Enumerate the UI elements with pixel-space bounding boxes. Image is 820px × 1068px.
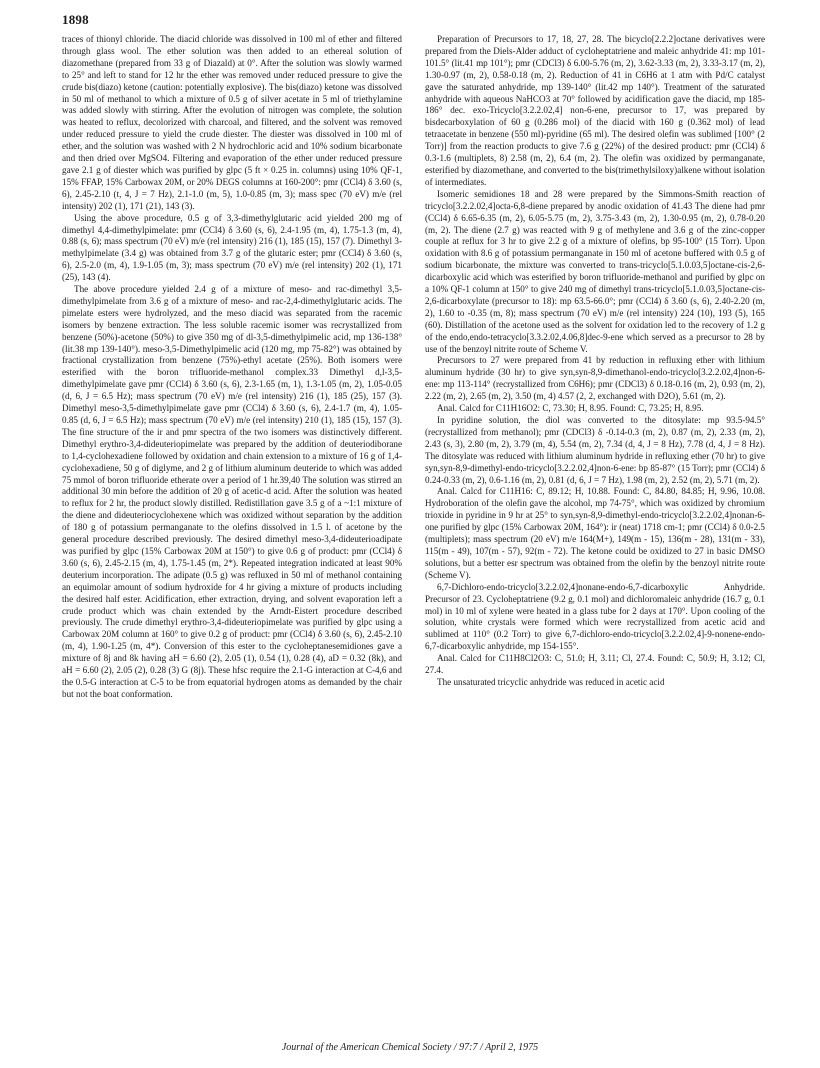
paragraph: Anal. Calcd for C11H8Cl2O3: C, 51.0; H, 3.11; Cl, 27.4. Found: C, 50.9; H, 3.12; Cl, 27.4. <box>425 653 765 676</box>
paragraph: 6,7-Dichloro-endo-tricyclo[3.2.2.02,4]nonane-endo-6,7-dicarboxylic Anhydride. Precursor of 23. Cycloheptatriene (9.2 g, 0.1 mol) and dichloromaleic anhydride (16.7 g, 0.1 mol) in 10 ml of xylene were heated in a glass tube for 2 days at 170°. Upon cooling of the solution, white crystals were formed which were recrystallized from acetic acid and sublimed at 110° (0.2 Torr) to give 6,7-dichloro-endo-tricyclo[3.2.2.02,4]-9-nonene-endo-6,7-dicarboxylic anhydride, mp 154-155°. <box>425 581 765 652</box>
right-column <box>425 34 765 689</box>
paragraph: Anal. Calcd for C11H16O2: C, 73.30; H, 8.95. Found: C, 73.25; H, 8.95. <box>437 403 704 414</box>
paragraph: Using the above procedure, 0.5 g of 3,3-dimethylglutaric acid yielded 200 mg of dimethyl 4,4-dimethylpimelate: pmr (CCl4) δ 3.60 (s, 6), 2.4-1.95 (m, 4), 1.75-1.3 (m, 4), 0.88 (s, 6); mass spectrum (70 eV) m/e (rel intensity) 216 (1), 185 (15), 157 (7). Dimethyl 3-methylpimelate (3.4 g) was obtained from 3.7 g of the glutaric ester; pmr (CCl4) δ 3.60 (s, 6), 2.5-2.0 (m, 4), 1.9-1.05 (m, 3); mass spectrum (70 eV) m/e (rel intensity) 202 (1), 171 (25), 143 (4). <box>62 212 402 283</box>
left-column <box>62 34 402 701</box>
paragraph: Precursors to 27 were prepared from 41 by reduction in refluxing ether with lithium aluminum hydride (30 hr) to give syn,syn-8,9-dimethanol-endo-tricyclo[3.2.2.02,4]non-6-ene: mp 113-114° (recrystallized from C6H6); pmr (CDCl3) δ 0.18-0.16 (m, 2), 0.93 (m, 2), 2.22 (m, 2), 2.65 (m, 2), 3.50 (m, 4) 4.57 (2, 2, exchanged with D2O), 5.61 (m, 2). <box>425 355 765 402</box>
paragraph: Isomeric semidiones 18 and 28 were prepared by the Simmons-Smith reaction of tricyclo[3.2.2.02,4]octa-6,8-diene prepared by anodic oxidation of 41.43 The diene had pmr (CCl4) δ 6.65-6.35 (m, 2), 6.05-5.75 (m, 2), 3.75-3.43 (m, 2), 1.30-0.95 (m, 2), 0.78-0.20 (m, 2). The diene (2.7 g) was reacted with 9 g of methylene and 3.6 g of the zinc-copper couple at reflux for 3 hr to give 2.2 g of a mixture of olefins, bp 95-100° (15 Torr). Upon oxidation with 8.6 g of potassium permanganate in 150 ml of acetone buffered with 0.5 g of sodium bicarbonate, the mixture was converted to trans-tricyclo[5.1.0.03,5]octane-cis-2,6-dicarboxylic acid which was esterified by boron trifluoride-methanol and purified by glpc on a 10% QF-1 column at 150° to give 240 mg of dimethyl trans-tricyclo[5.1.0.03,5]octane-cis-2,6-dicarboxylate (precursor to 18): mp 63.5-66.0°; pmr (CCl4) δ 3.60 (s, 6), 2.40-2.20 (m, 2), 1.60 to -0.35 (m, 8); mass spectrum (70 eV) m/e (rel intensity) 224 (10), 193 (5), 165 (60). Distillation of the acetone used as the solvent for oxidation led to the recovery of 1.2 g of the endo,endo-tetracyclo[3.3.2.02,4.06,8]dec-9-ene which served as a precursor to 28 by use of the benzoyl nitrite route of Scheme V. <box>425 188 765 354</box>
journal-footer: Journal of the American Chemical Society / 97:7 / April 2, 1975 <box>281 1042 539 1053</box>
paragraph: The unsaturated tricyclic anhydride was reduced in acetic acid <box>437 676 665 687</box>
paragraph: Preparation of Precursors to 17, 18, 27, 28. The bicyclo[2.2.2]octane derivatives were prepared from the Diels-Alder adduct of cycloheptatriene and maleic anhydride 41: mp 101-101.5° (lit.41 mp 101°); pmr (CDCl3) δ 6.00-5.76 (m, 2), 3.62-3.33 (m, 2), 3.33-3.17 (m, 2), 1.30-0.97 (m, 2), 0.58-0.18 (m, 2). Reduction of 41 in C6H6 at 1 atm with Pd/C catalyst gave the saturated anhydride, mp 139-140° (lit.42 mp 140°). Treatment of the saturated anhydride with aqueous NaHCO3 at 70° followed by acidification gave the diacid, mp 185-186° dec. exo-Tricyclo[3.2.2.02,4] non-6-ene, precursor to 17, was prepared by bisdecarboxylation of 60 g (0.286 mol) of the diacid with 160 g (0.362 mol) of lead tetraacetate in benzene (550 ml)-pyridine (65 ml). The desired olefin was sublimed [100° (2 Torr)] from the reaction products to give 7.6 g (22%) of the desired product: pmr (CCl4) δ 0.3-1.6 (multiplets, 8) 2.58 (m, 2), 6.4 (m, 2). The olefin was oxidized by permanganate, esterified by diazomethane, and converted to the bis(trimethylsiloxy)alkene without isolation of intermediates. <box>425 34 765 187</box>
paragraph: Anal. Calcd for C11H16: C, 89.12; H, 10.88. Found: C, 84.80, 84.85; H, 9.96, 10.08. Hydroboration of the olefin gave the alcohol, mp 74-75°, which was oxidized by chromium trioxide in pyridine in 9 hr at 25° to syn,syn-8,9-dimethyl-endo-tricyclo[3.2.2.02,4]nonan-6-one purified by glpc (15% Carbowax 20M, 164°): ir (neat) 1718 cm-1; pmr (CCl4) δ 0.0-2.5 (multiplets); mass spectrum (20 eV) m/e 164(M+), 149(m - 15), 136(m - 28), 131(m - 33), 115(m - 49), 107(m - 57), 92(m - 72). The ketone could be oxidized to 27 in basic DMSO solutions, but a better esr spectrum was obtained from the olefin by the benzoyl nitrite route (Scheme V). <box>425 486 765 580</box>
paragraph: traces of thionyl chloride. The diacid chloride was dissolved in 100 ml of ether and filtered through glass wool. The ether solution was then added to an ethereal solution of diazomethane (prepared from 33 g of Diazald) at 0°. After the solution was slowly warmed to 25° and left to stand for 12 hr the ether was removed under reduced pressure to give the crude bis(diazo) ketone (caution: potentially explosive). The bis(diazo) ketone was dissolved in 50 ml of methanol to which a mixture of 0.5 g of silver acetate in 5 ml of triethylamine was added slowly with stirring. After the evolution of nitrogen was complete, the solution was heated to reflux, decolorized with charcoal, and filtered, and the solvent was removed under reduced pressure to yield the crude diester. The diester was dissolved in 100 ml of ether, and the solution was washed with 2 N hydrochloric acid and 10% sodium bicarbonate and then dried over MgSO4. Filtering and evaporation of the ether under reduced pressure gave 2.1 g of diester which was purified by glpc (5 ft × 0.25 in. columns) using 10% QF-1, 15% FFAP, 15% Carbowax 20M, or 20% DEGS columns at 160-200°: pmr (CCl4) δ 3.60 (s, 6), 2.45-2.10 (t, 4, J = 7 Hz), 2.1-1.0 (m, 5), 1.0-0.85 (m, 3); mass spec (70 eV) m/e (rel intensity) 202 (1), 171 (21), 143 (3). <box>62 34 402 211</box>
paragraph: In pyridine solution, the diol was converted to the ditosylate: mp 93.5-94.5° (recrystallized from methanol); pmr (CDCl3) δ -0.14-0.3 (m, 2), 0.87 (m, 2), 2.33 (m, 2), 2.43 (s, 3), 2.80 (m, 2), 3.79 (m, 4), 5.54 (m, 2), 7.34 (d, 4, J = 8 Hz), 7.78 (d, 4, J = 8 Hz). The ditosylate was reduced with lithium aluminum hydride in refluxing ether (70 hr) to give syn,syn-8,9-dimethyl-endo-tricyclo[3.2.2.02,4]non-6-ene: bp 85-87° (15 Torr); pmr (CCl4) δ 0.24-0.33 (m, 2), 0.6-1.16 (m, 2), 0.81 (d, 6, J = 7 Hz), 1.98 (m, 2), 2.52 (m, 2), 5.71 (m, 2). <box>425 415 765 485</box>
page-number: 1898 <box>62 12 89 27</box>
paragraph: The above procedure yielded 2.4 g of a mixture of meso- and rac-dimethyl 3,5-dimethylpimelate from 3.6 g of a mixture of meso- and rac-2,4-dimethylglutaric acids. The pimelate esters were hydrolyzed, and the meso diacid was separated from the racemic isomers by benzene extraction. The less soluble racemic isomer was recrystallized from benzene (50%)-acetone (50%) to give 350 mg of dl-3,5-dimethylpimelic acid, mp 136-138° (lit.38 mp 139-140°). meso-3,5-Dimethylpimelic acid (120 mg, mp 75-82°) was obtained by fractional crystallization from benzene (75%)-ethyl acetate (25%). Both isomers were esterified with the boron trifluoride-methanol complex.33 Dimethyl d,l-3,5-dimethylpimelate gave pmr (CCl4) δ 3.60 (s, 6), 2.3-1.65 (m, 1), 1.3-1.05 (m, 2), 1.05-0.05 (d, 6, J = 6.5 Hz); mass spectrum (70 eV) m/e (rel intensity) 216 (1), 185 (25), 157 (3). Dimethyl meso-3,5-dimethylpimelate gave pmr (CCl4) δ 3.60 (s, 6), 2.4-1.7 (m, 4), 1.05-0.85 (d, 6, J = 6.5 Hz); mass spectrum (70 eV) m/e (rel intensity) 210 (1), 185 (15), 157 (3). The fine structure of the ir and pmr spectra of the two isomers was distinctively different. Dimethyl erythro-3,4-dideuteriopimelate was prepared by the addition of deuteriodiborane to 1,4-cyclohexadiene followed by oxidation and chain extension to a mixture of 16 g of 1,4-cyclohexadiene, 50 g of diglyme, and 2 g of lithium aluminum deuteride to which was added 75 mmol of boron trifluoride etherate over a period of 1 hr.39,40 The solution was stirred an additional 30 min before the addition of 20 g of acetic-d acid. After the solution was heated to reflux for 2 hr, the product slowly distilled. Redistillation gave 3.5 g of a ~1:1 mixture of the diene and dideuteriocyclohexene which was oxidized without separation by the addition of 180 g of potassium permanganate to the olefins dissolved in 1.5 l. of acetone by the general procedure described previously. The desired dimethyl meso-3,4-dideuterioadipate was purified by glpc (15% Carbowax 20M at 150°) to give 0.6 g of product: pmr (CCl4) δ 3.60 (s, 6), 2.45-2.15 (m, 4), 1.75-1.45 (m, 2*). Repeated integration indicated at least 90% deuterium incorporation. The adipate (0.5 g) was refluxed in 50 ml of methanol containing an equimolar amount of sodium hydroxide for 4 hr giving a mixture of products including the desired half ester. Acidification, ether extraction, drying, and solvent evaporation left a crude product which was chain extended by the Arndt-Eistert procedure described previously. The crude dimethyl erythro-3,4-dideuteriopimelate was purified by glpc using a Carbowax 20M column at 160° to give 0.2 g of product: pmr (CCl4) δ 3.60 (s, 6), 2.45-2.10 (m, 4), 1.90-1.25 (m, 4*). Conversion of this ester to the cycloheptanesemidiones gave a mixture of 8j and 8k having aH = 6.60 (2), 2.05 (1), 0.54 (1), 0.28 (4), aD = 0.32 (8k), and aH = 6.60 (2), 2.05 (2), 0.28 (3) G (8j). These hfsc require the 2.1-G interaction at C-4,6 and the 0.5-G interaction at C-5 to be from equatorial hydrogen atoms as demanded by the chair but not the boat conformation. <box>62 284 402 699</box>
